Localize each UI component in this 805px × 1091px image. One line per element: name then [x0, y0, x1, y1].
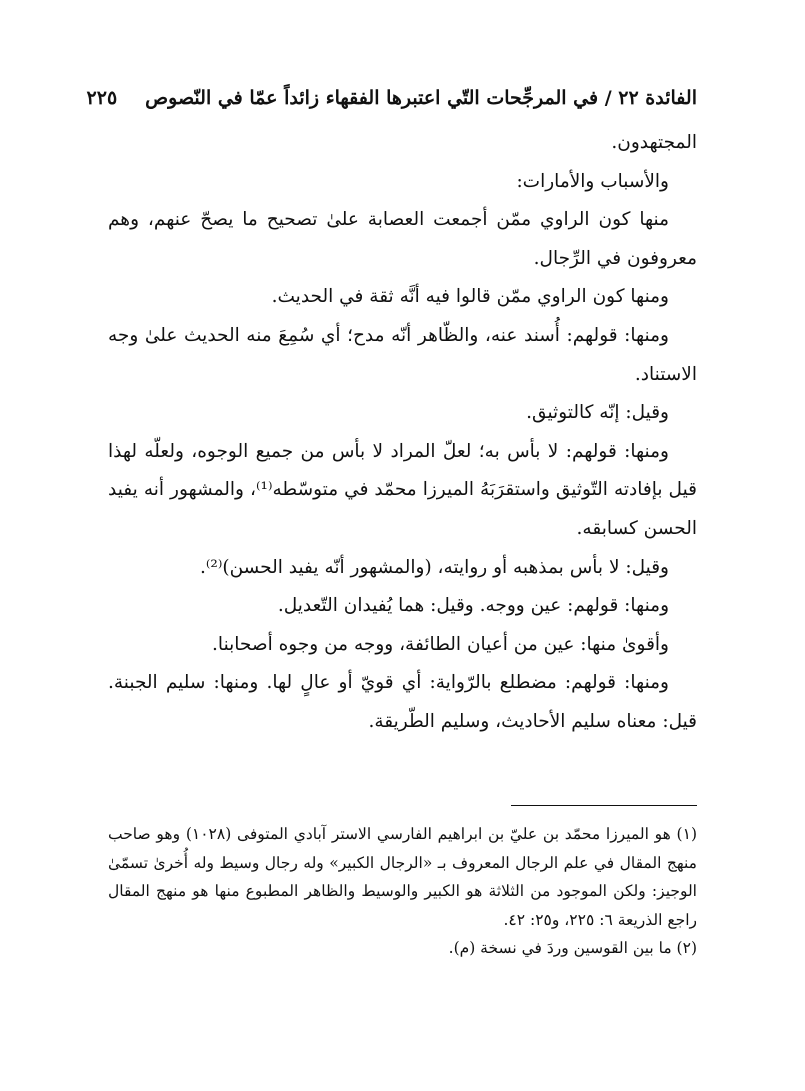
paragraph: ومنها: قولهم: لا بأس به؛ لعلّ المراد لا بأس من جميع الوجوه، ولعلّه لهذا قيل بإفادته التّوثيق واستقرَبَهُ الميرزا محمّد في متوسّطه⁽¹⁾، والمشهور أنه يفيد الحسن كسابقه. — [108, 440, 697, 539]
paragraph: وقيل: إنّه كالتوثيق. — [526, 402, 669, 424]
paragraph: ومنها كون الراوي ممّن قالوا فيه أنَّه ثقة في الحديث. — [271, 286, 669, 308]
paragraph: وأقوىٰ منها: عين من أعيان الطائفة، ووجه من وجوه أصحابنا. — [212, 633, 669, 655]
paragraph: منها كون الراوي ممّن أجمعت العصابة علىٰ تصحيح ما يصحّ عنهم، وهم معروفون في الرِّجال. — [108, 209, 697, 269]
footnote: (٢) ما بين القوسين وردَ في نسخة (م). — [448, 939, 697, 958]
paragraph: المجتهدون. — [611, 132, 697, 153]
paragraph: ومنها: قولهم: أُسند عنه، والظّاهر أنّه مدح؛ أي سُمِعَ منه الحديث علىٰ وجه الاستناد. — [108, 324, 697, 385]
running-header — [86, 80, 697, 116]
paragraph: وقيل: لا بأس بمذهبه أو روايته، (والمشهور أنّه يفيد الحسن)⁽²⁾. — [199, 556, 669, 578]
paragraph: ومنها: قولهم: مضطلع بالرّواية: أي قويّ أو عالٍ لها. ومنها: سليم الجبنة. قيل: معناه سليم الأحاديث، وسليم الطّريقة. — [108, 672, 697, 732]
paragraph: ومنها: قولهم: عين ووجه. وقيل: هما يُفيدان التّعديل. — [277, 595, 669, 617]
page-number: ٢٢٥ — [86, 87, 118, 109]
body-text — [108, 124, 697, 742]
paragraph: والأسباب والأمارات: — [516, 170, 669, 192]
footnote: (١) هو الميرزا محمّد بن عليّ بن ابراهيم الفارسي الاستر آبادي المتوفى (١٠٢٨) وهو صاحب منهج المقال في علم الرجال المعروف بـ «الرجال الكبير» وله رجال وسيط وله أُخرىٰ تسمّىٰ الوجيز: ولكن الموجود من الثلاثة هو الكبير والوسيط والظاهر المطبوع منها هو منهج المقال راجع الذريعة ٦: ٢٢٥، و٢٥: ٤٢. — [108, 825, 697, 929]
footnote-separator — [511, 805, 697, 806]
header-title: الفائدة ٢٢ / في المرجِّحات التّي اعتبرها الفقهاء زائداً عمّا في النّصوص — [145, 87, 697, 109]
footnotes — [108, 820, 697, 963]
